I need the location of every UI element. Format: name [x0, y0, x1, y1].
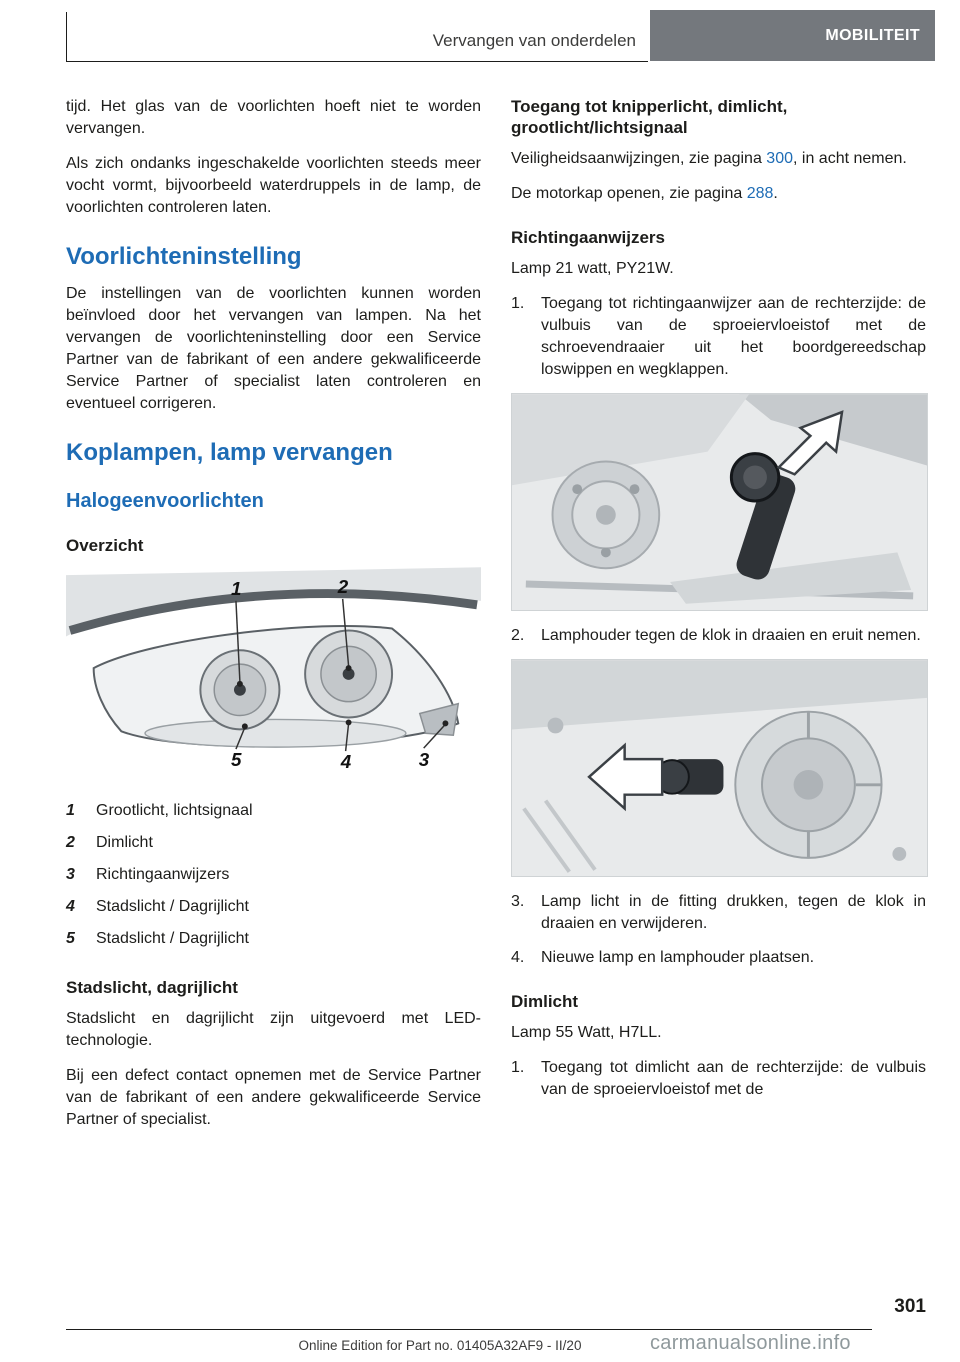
step-item	[511, 1057, 926, 1101]
washer-filler-figure	[511, 393, 926, 611]
step-text: Nieuwe lamp en lamphouder plaatsen.	[541, 949, 815, 966]
step-number: 1.	[511, 1059, 525, 1076]
step-number: 1.	[511, 295, 525, 312]
callout-number-5: 5	[231, 748, 242, 770]
step-text: Toegang tot richtingaanwijzer aan de rechterzijde: de vulbuis van de sproeiervloeistof met de schroevendraaier uit het boordgereedschap loswippen en wegklappen.	[541, 295, 926, 378]
legend-item	[66, 795, 481, 827]
step-item	[511, 891, 926, 935]
step-number: 2.	[511, 627, 525, 644]
section-badge: MOBILITEIT	[650, 10, 935, 61]
left-column	[66, 96, 481, 1144]
legend-label: Grootlicht, lichtsignaal	[96, 802, 253, 819]
hood-text-pre: De motorkap openen, zie pagina	[511, 185, 747, 202]
hood-text-post: .	[773, 185, 778, 202]
heading-headlight-adjustment: Voorlichteninstelling	[66, 243, 302, 270]
lamp-holder-figure	[511, 659, 926, 877]
paragraph-led: Stadslicht en dagrijlicht zijn uitgevoerd met LED-technologie.	[66, 1010, 481, 1049]
callout-number-3: 3	[418, 748, 430, 770]
page-link-300[interactable]: 300	[766, 150, 793, 167]
subheading-access: Toegang tot knipperlicht, dimlicht, grootlicht/lichtsignaal	[511, 97, 788, 137]
legend-number: 1	[66, 802, 75, 819]
step-item	[511, 293, 926, 381]
paragraph-bulb-21w: Lamp 21 watt, PY21W.	[511, 260, 674, 277]
paragraph-adjustment: De instellingen van de voorlichten kunnen worden beïnvloed door het vervangen van lampen. Na het vervangen de voorlichteninstelling door een Service Partner van de fabrikant of een andere gekwalificeerde Service Partner of specialist laten controleren en eventueel corrigeren.	[66, 285, 481, 412]
paragraph-hood-note	[511, 183, 926, 205]
subheading-overview: Overzicht	[66, 536, 144, 555]
strut-tower	[553, 461, 660, 568]
step-item	[511, 947, 926, 969]
step-number: 3.	[511, 893, 525, 910]
heading-headlamps-replace: Koplampen, lamp vervangen	[66, 439, 393, 466]
headlight-overview-figure	[66, 566, 481, 781]
legend-number: 2	[66, 834, 75, 851]
step-text: Lamp licht in de fitting drukken, tegen de klok in draaien en verwijderen.	[541, 893, 926, 932]
legend-label: Dimlicht	[96, 834, 153, 851]
reflector-left	[200, 650, 279, 729]
headlight-rear-housing	[735, 712, 881, 858]
lamp-holder-illustration	[511, 659, 928, 877]
subheading-halogen: Halogeenvoorlichten	[66, 490, 264, 512]
headlight-overview-illustration	[66, 566, 481, 781]
legend-label: Richtingaanwijzers	[96, 866, 230, 883]
legend-label: Stadslicht / Dagrijlicht	[96, 930, 249, 947]
paragraph-safety-note	[511, 148, 926, 170]
subheading-low-beam: Dimlicht	[511, 992, 579, 1011]
legend-number: 3	[66, 866, 75, 883]
edition-note: Online Edition for Part no. 01405A32AF9 - II/20	[298, 1338, 582, 1353]
lens-strip	[145, 719, 406, 747]
callout-number-2: 2	[337, 575, 349, 597]
step-text: Lamphouder tegen de klok in draaien en eruit nemen.	[541, 627, 921, 644]
washer-filler-illustration	[511, 393, 928, 611]
safety-text-pre: Veiligheidsaanwijzingen, zie pagina	[511, 150, 767, 167]
bolt	[548, 718, 564, 734]
step-item	[511, 625, 926, 647]
right-column	[511, 96, 926, 1113]
paragraph-bulb-55w: Lamp 55 Watt, H7LL.	[511, 1024, 662, 1041]
legend-number: 5	[66, 930, 75, 947]
paragraph-moisture: Als zich ondanks ingeschakelde voorlichten steeds meer vocht vormt, bijvoorbeeld waterdruppels in de lamp, de voorlichten controleren laten.	[66, 155, 481, 216]
page-content	[66, 96, 926, 1144]
step-text: Toegang tot dimlicht aan de rechterzijde: de vulbuis van de sproeiervloeistof met de	[541, 1059, 926, 1098]
legend-item	[66, 859, 481, 891]
header-rule	[66, 61, 648, 62]
callout-number-1: 1	[231, 577, 242, 599]
reflector-right	[305, 631, 392, 718]
safety-text-post: , in acht nemen.	[793, 150, 907, 167]
diagram-legend	[66, 795, 481, 955]
lamp-holder	[655, 759, 723, 795]
legend-item	[66, 891, 481, 923]
paragraph-glass: tijd. Het glas van de voorlichten hoeft niet te worden vervangen.	[66, 98, 481, 137]
legend-label: Stadslicht / Dagrijlicht	[96, 898, 249, 915]
legend-item	[66, 923, 481, 955]
watermark: carmanualsonline.info	[650, 1332, 851, 1354]
legend-number: 4	[66, 898, 75, 915]
step-number: 4.	[511, 949, 525, 966]
callout-number-4: 4	[340, 750, 352, 772]
subheading-turn-signals: Richtingaanwijzers	[511, 228, 665, 247]
legend-item	[66, 827, 481, 859]
chapter-title: Vervangen van onderdelen	[432, 31, 636, 50]
subheading-daytime-lights: Stadslicht, dagrijlicht	[66, 978, 238, 997]
page-link-288[interactable]: 288	[746, 185, 774, 202]
paragraph-defect: Bij een defect contact opnemen met de Service Partner van de fabrikant of een andere gekwalificeerde Service Partner of specialist.	[66, 1067, 481, 1128]
footer-rule	[66, 1329, 872, 1330]
bolt	[892, 847, 906, 861]
page-number: 301	[894, 1296, 926, 1317]
